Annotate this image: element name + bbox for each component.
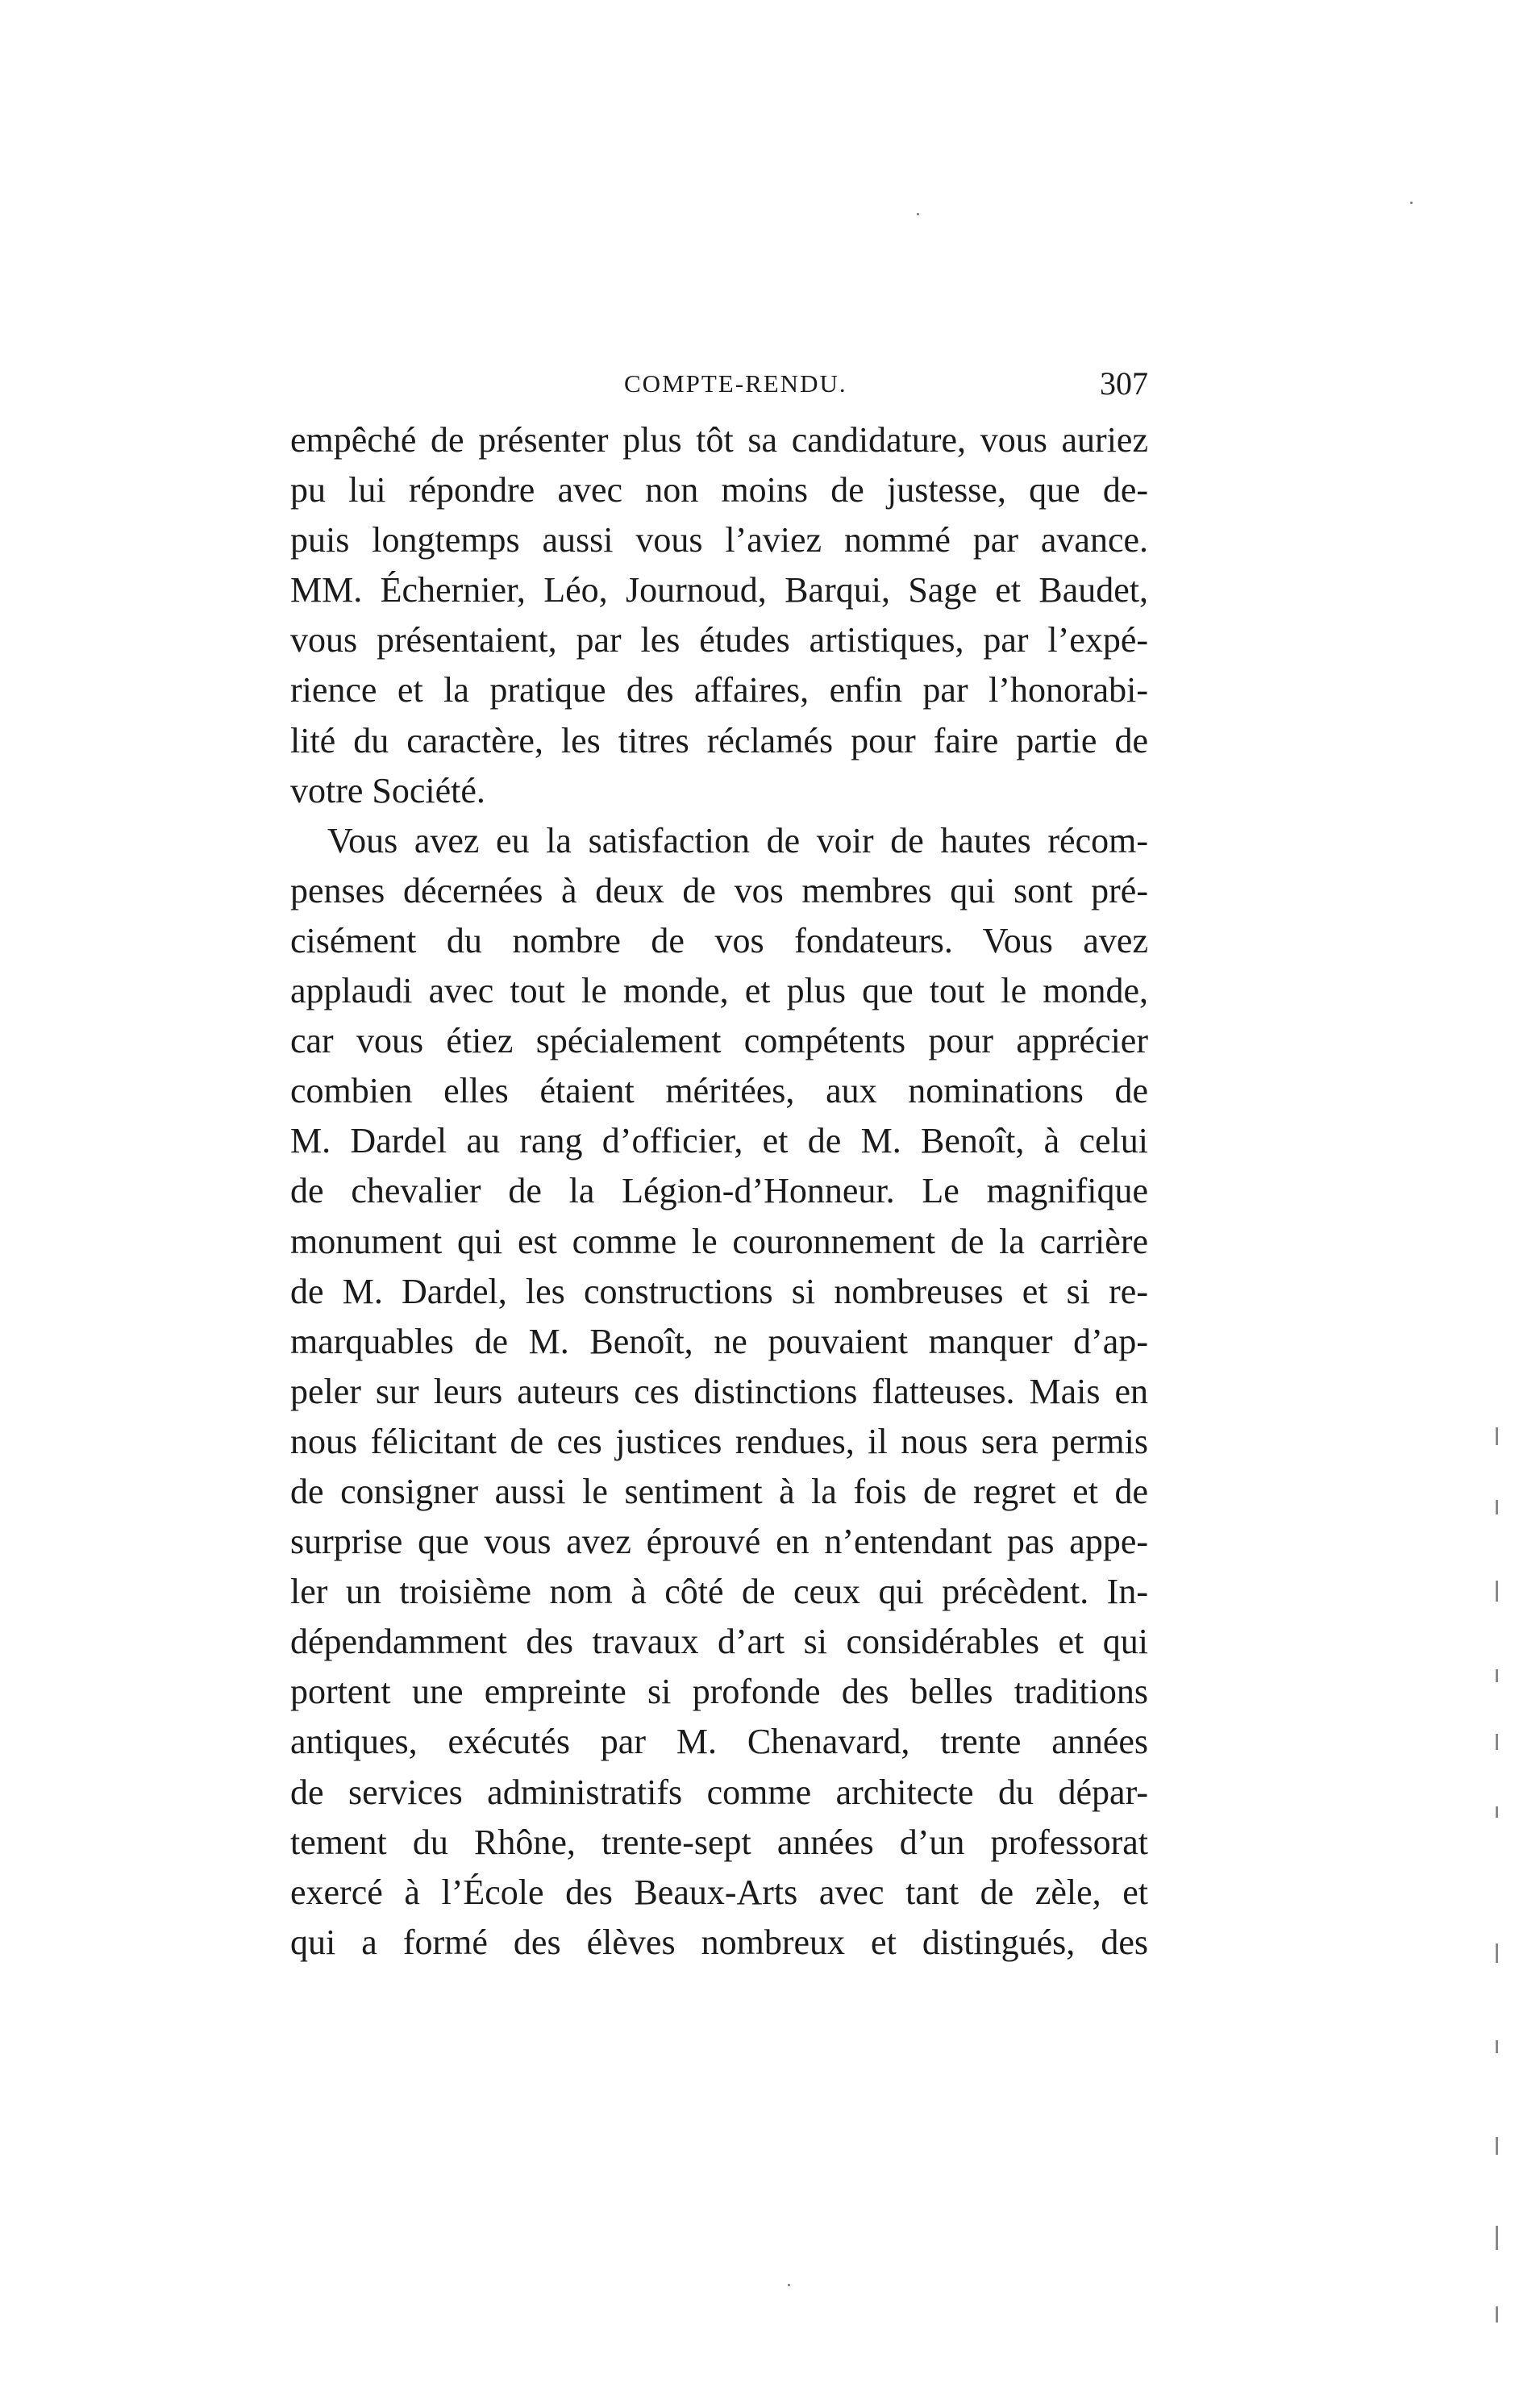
text-line: Vous avez eu la satisfaction de voir de hautes récom- (327, 820, 1148, 860)
text-line: antiques, exécutés par M. Chenavard, trente années (290, 1722, 1148, 1762)
text-line: marquables de M. Benoît, ne pouvaient manquer d’ap- (290, 1321, 1148, 1361)
text-line: car vous étiez spécialement compétents pour apprécier (290, 1021, 1148, 1061)
scan-edge-mark (1496, 1427, 1498, 1445)
text-line: peler sur leurs auteurs ces distinctions flatteuses. Mais en (290, 1371, 1148, 1411)
body-text (290, 415, 1148, 1968)
scan-edge-mark (1496, 2137, 1498, 2155)
text-line: ler un troisième nom à côté de ceux qui précèdent. In- (290, 1572, 1148, 1612)
text-line: surprise que vous avez éprouvé en n’entendant pas appe- (290, 1522, 1148, 1562)
scan-edge-mark (1496, 2306, 1498, 2323)
text-line: vous présentaient, par les études artistiques, par l’expé- (290, 620, 1148, 660)
text-line: rience et la pratique des affaires, enfin par l’honorabi- (290, 670, 1148, 710)
scan-edge-mark (1496, 1669, 1498, 1682)
text-line: tement du Rhône, trente-sept années d’un professorat (290, 1822, 1148, 1862)
paragraph-2 (290, 816, 1148, 1968)
scan-speck (788, 2284, 790, 2286)
text-line: portent une empreinte si profonde des belles traditions (290, 1672, 1148, 1712)
text-line: de consigner aussi le sentiment à la fois de regret et de (290, 1471, 1148, 1511)
text-line: votre Société. (290, 770, 485, 810)
text-line: applaudi avec tout le monde, et plus que tout le monde, (290, 971, 1148, 1011)
scan-speck (917, 213, 919, 215)
text-line: de M. Dardel, les constructions si nombreuses et si re- (290, 1271, 1148, 1311)
scan-edge-mark (1496, 2226, 1498, 2250)
text-line: puis longtemps aussi vous l’aviez nommé par avance. (290, 520, 1148, 560)
text-line: dépendamment des travaux d’art si considérables et qui (290, 1622, 1148, 1662)
text-line: pu lui répondre avec non moins de justesse, que de- (290, 470, 1148, 510)
scan-edge-mark (1496, 1581, 1498, 1602)
scan-edge-mark (1496, 1806, 1498, 1818)
text-line: monument qui est comme le couronnement de la carrière (290, 1221, 1148, 1261)
text-line: MM. Échernier, Léo, Journoud, Barqui, Sage et Baudet, (290, 570, 1148, 610)
scan-edge-marks (1496, 1427, 1499, 2379)
text-line: M. Dardel au rang d’officier, et de M. Benoît, à celui (290, 1121, 1148, 1161)
text-line: combien elles étaient méritées, aux nominations de (290, 1071, 1148, 1111)
paragraph-1 (290, 415, 1148, 816)
text-line: de services administratifs comme architecte du dépar- (290, 1772, 1148, 1812)
text-line: lité du caractère, les titres réclamés pour faire partie de (290, 720, 1148, 760)
text-line: exercé à l’École des Beaux-Arts avec tant de zèle, et (290, 1872, 1148, 1912)
text-line: penses décernées à deux de vos membres qui sont pré- (290, 870, 1148, 910)
running-head (290, 365, 1148, 413)
scan-edge-mark (1496, 1734, 1498, 1750)
scan-edge-mark (1496, 1943, 1498, 1963)
running-title: COMPTE-RENDU. (624, 369, 847, 398)
text-line: de chevalier de la Légion-d’Honneur. Le magnifique (290, 1171, 1148, 1211)
text-line: cisément du nombre de vos fondateurs. Vous avez (290, 920, 1148, 960)
scan-speck (1410, 202, 1413, 204)
text-line: nous félicitant de ces justices rendues, il nous sera permis (290, 1421, 1148, 1461)
text-line: empêché de présenter plus tôt sa candidature, vous auriez (290, 420, 1148, 460)
scan-edge-mark (1496, 1500, 1498, 1514)
text-line: qui a formé des élèves nombreux et distingués, des (290, 1922, 1148, 1962)
page-number: 307 (1100, 365, 1148, 402)
scan-edge-mark (1496, 2040, 1498, 2053)
